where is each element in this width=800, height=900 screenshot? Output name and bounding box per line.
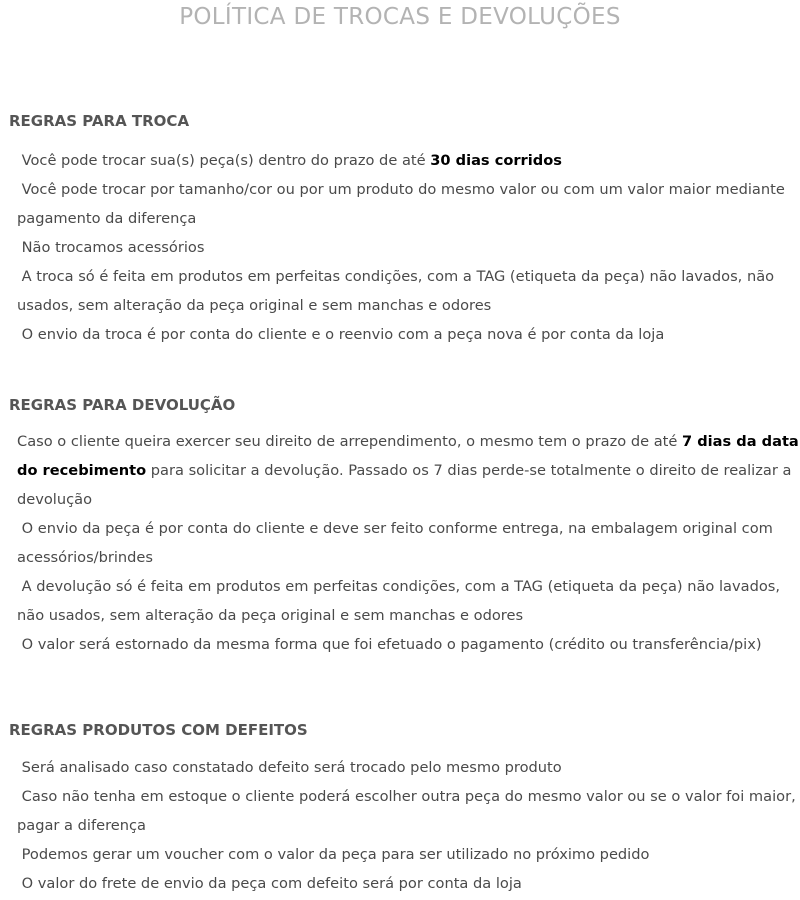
section-heading-devolucao: REGRAS PARA DEVOLUÇÃO — [9, 396, 236, 414]
rule-text: Será analisado caso constatado defeito será trocado pelo mesmo produto — [17, 759, 562, 776]
rule-text: Não trocamos acessórios — [17, 239, 205, 256]
rule-item — [17, 514, 800, 572]
rule-item — [17, 320, 800, 349]
rule-text: Caso o cliente queira exercer seu direito de arrependimento, o mesmo tem o prazo de até — [17, 433, 682, 450]
rule-item — [17, 175, 800, 233]
rule-text: Você pode trocar sua(s) peça(s) dentro do prazo de até — [17, 152, 431, 169]
rule-emphasis: 7 dias da data do recebimento — [17, 433, 799, 479]
rule-text: O valor será estornado da mesma forma que foi efetuado o pagamento (crédito ou transferência/pix) — [17, 636, 762, 653]
rule-item — [17, 753, 800, 782]
rule-text-continued: para solicitar a devolução. Passado os 7 dias perde-se totalmente o direito de realizar a devolução — [17, 462, 797, 508]
rule-item — [17, 427, 800, 514]
page-title: POLÍTICA DE TROCAS E DEVOLUÇÕES — [179, 4, 621, 30]
rule-emphasis: 30 dias corridos — [430, 152, 562, 169]
rule-item — [17, 262, 800, 320]
rule-text: A devolução só é feita em produtos em perfeitas condições, com a TAG (etiqueta da peça) não lavados, não usados, sem alteração da peça original e sem manchas e odores — [17, 578, 785, 624]
rule-text: O valor do frete de envio da peça com defeito será por conta da loja — [17, 875, 522, 892]
section-body-devolucao — [17, 427, 800, 659]
rule-item — [17, 146, 800, 175]
section-body-defeitos — [17, 753, 800, 898]
rule-item — [17, 233, 800, 262]
section-heading-troca: REGRAS PARA TROCA — [9, 112, 190, 130]
rule-text: A troca só é feita em produtos em perfeitas condições, com a TAG (etiqueta da peça) não lavados, não usados, sem alteração da peça original e sem manchas e odores — [17, 268, 779, 314]
rule-text: O envio da troca é por conta do cliente e o reenvio com a peça nova é por conta da loja — [17, 326, 665, 343]
rule-text: Você pode trocar por tamanho/cor ou por um produto do mesmo valor ou com um valor maior mediante pagamento da diferença — [17, 181, 790, 227]
rule-item — [17, 572, 800, 630]
rule-item — [17, 840, 800, 869]
rule-text: O envio da peça é por conta do cliente e deve ser feito conforme entrega, na embalagem original com acessórios/brindes — [17, 520, 778, 566]
rule-text: Podemos gerar um voucher com o valor da peça para ser utilizado no próximo pedido — [17, 846, 650, 863]
rule-item — [17, 869, 800, 898]
rule-item — [17, 630, 800, 659]
rule-text: Caso não tenha em estoque o cliente poderá escolher outra peça do mesmo valor ou se o valor foi maior, pagar a diferença — [17, 788, 800, 834]
rule-item — [17, 782, 800, 840]
section-body-troca — [17, 146, 800, 349]
section-heading-defeitos: REGRAS PRODUTOS COM DEFEITOS — [9, 721, 308, 739]
